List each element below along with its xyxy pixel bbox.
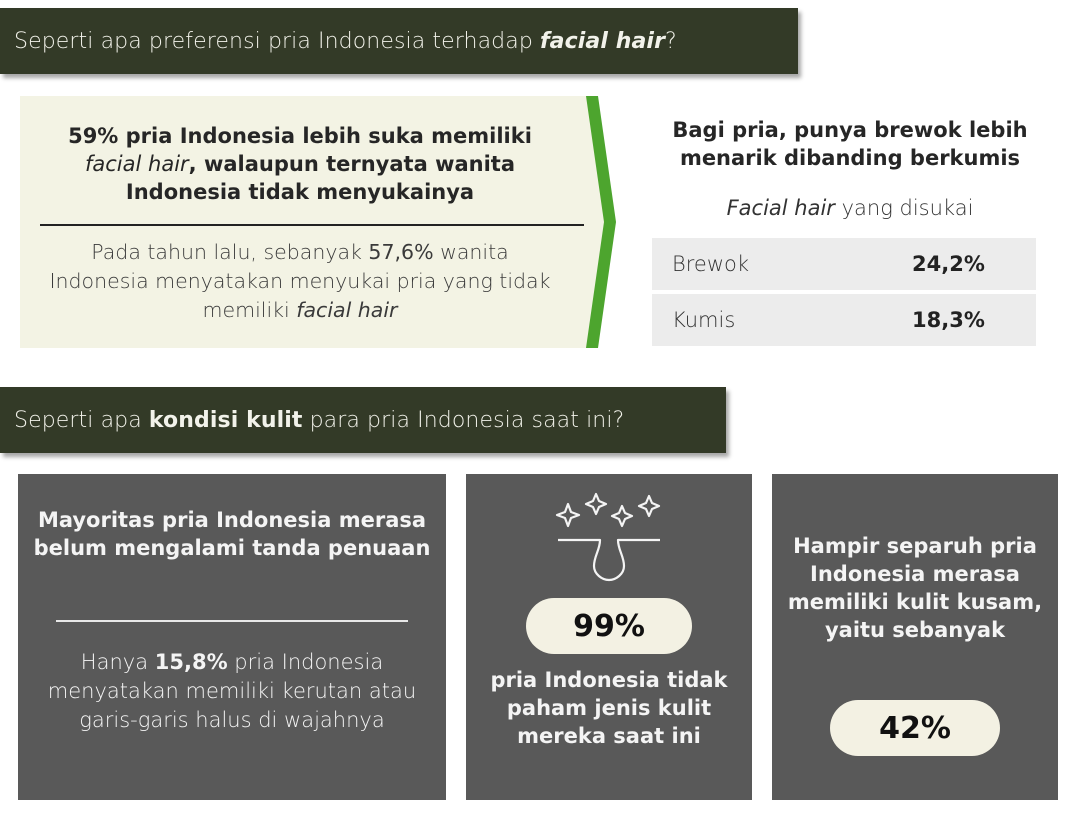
stat-label: Brewok [672, 252, 750, 276]
dull-skin-text: Hampir separuh pria Indonesia merasa memiliki kulit kusam, yaitu sebanyak [787, 534, 1043, 642]
divider-line [40, 224, 584, 226]
facial-hair-subtitle: Facial hair yang disukai [726, 196, 974, 220]
brewok-title: Bagi pria, punya brewok lebih menarik dibanding berkumis [672, 118, 1028, 170]
divider-line [56, 620, 408, 622]
skin-sparkle-icon [554, 490, 664, 586]
skin-type-panel [466, 474, 752, 800]
dull-skin-panel [772, 474, 1058, 800]
skin-type-text: pria Indonesia tidak paham jenis kulit mereka saat ini [490, 668, 728, 748]
stat-value: 24,2% [912, 252, 985, 276]
stat-row-brewok [652, 238, 1036, 290]
section-banner-facial-hair [0, 8, 798, 74]
aging-panel [18, 474, 446, 800]
banner-text: Seperti apa preferensi pria Indonesia terhadap facial hair? [14, 28, 677, 54]
banner-text: Seperti apa kondisi kulit para pria Indonesia saat ini? [14, 407, 625, 433]
stat-row-kumis [652, 294, 1036, 346]
stat-pill: 42% [830, 700, 1000, 756]
section-banner-skin-condition [0, 387, 726, 453]
stat-label: Kumis [672, 308, 736, 332]
facial-hair-sub-text: Pada tahun lalu, sebanyak 57,6% wanita Indonesia menyatakan menyukai pria yang tidak memiliki facial hair [49, 240, 551, 322]
aging-headline: Mayoritas pria Indonesia merasa belum mengalami tanda penuaan [33, 508, 431, 560]
wrinkle-text: Hanya 15,8% pria Indonesia menyatakan memiliki kerutan atau garis-garis halus di wajahnya [47, 650, 417, 732]
stat-value: 18,3% [912, 308, 985, 332]
stat-pill: 99% [526, 598, 692, 654]
facial-hair-headline: 59% pria Indonesia lebih suka memiliki facial hair, walaupun ternyata wanita Indonesia tidak menyukainya [68, 124, 532, 204]
